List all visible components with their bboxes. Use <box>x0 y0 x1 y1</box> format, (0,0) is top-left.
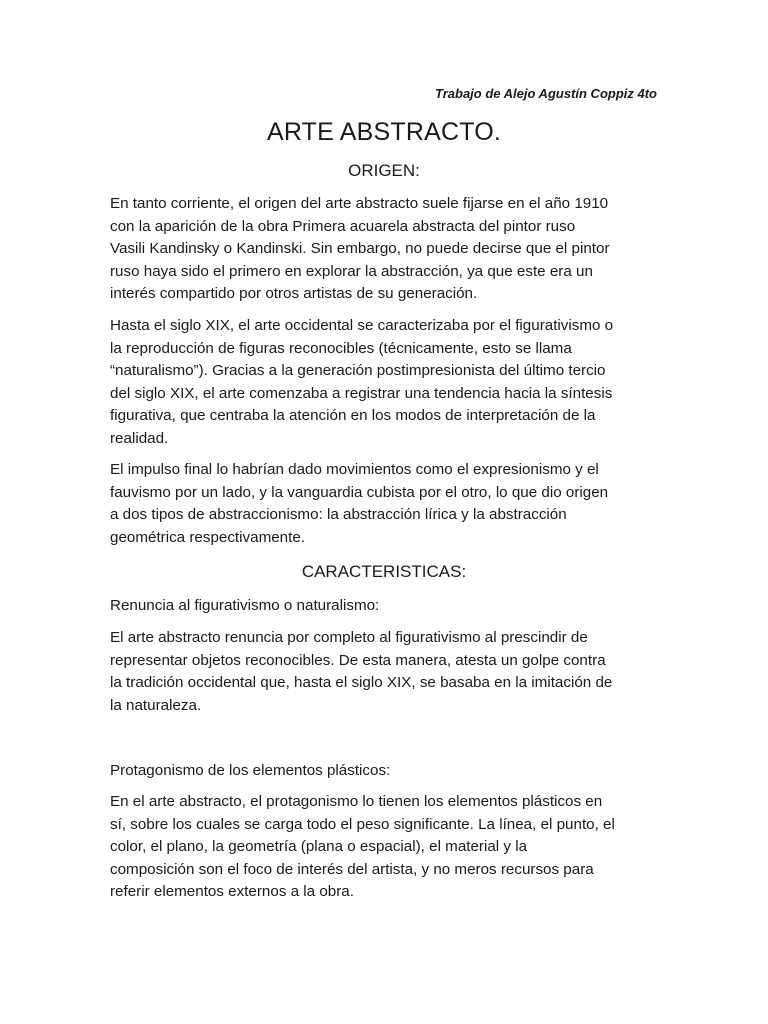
text-line: En el arte abstracto, el protagonismo lo tienen los elementos plásticos en <box>110 793 603 810</box>
paragraph-origen-1 <box>110 193 662 306</box>
text-line: a dos tipos de abstraccionismo: la abstracción lírica y la abstracción <box>110 506 567 524</box>
paragraph-origen-2 <box>110 315 662 451</box>
subheading-protagonismo <box>110 760 662 783</box>
text-line: la reproducción de figuras reconocibles (técnicamente, esto se llama <box>110 339 572 357</box>
text-line: “naturalismo”). Gracias a la generación postimpresionista del último tercio <box>110 362 606 380</box>
text-line: la naturaleza. <box>110 696 202 714</box>
author-line: Trabajo de Alejo Agustín Coppiz 4to <box>435 86 657 101</box>
text-line: representar objetos reconocibles. De esta manera, atesta un golpe contra <box>110 651 606 669</box>
subheading-renuncia <box>110 595 662 618</box>
text-line: En tanto corriente, el origen del arte abstracto suele fijarse en el año 1910 <box>110 195 609 212</box>
text-line: fauvismo por un lado, y la vanguardia cubista por el otro, lo que dio origen <box>110 483 609 501</box>
text-line: Hasta el siglo XIX, el arte occidental se caracterizaba por el figurativismo o <box>110 317 614 334</box>
text-line: Protagonismo de los elementos plásticos: <box>110 762 391 779</box>
text-line: El impulso final lo habrían dado movimientos como el expresionismo y el <box>110 461 599 478</box>
text-line: interés compartido por otros artistas de su generación. <box>110 285 478 303</box>
section-heading-origen: ORIGEN: <box>348 161 420 180</box>
text-line: geométrica respectivamente. <box>110 528 305 546</box>
text-line: sí, sobre los cuales se carga todo el peso significante. La línea, el punto, el <box>110 815 615 833</box>
text-line: Renuncia al figurativismo o naturalismo: <box>110 597 380 614</box>
text-line: figurativa, que centraba la atención en los modos de interpretación de la <box>110 407 596 425</box>
text-line: El arte abstracto renuncia por completo al figurativismo al prescindir de <box>110 629 588 646</box>
text-line: Vasili Kandinsky o Kandinski. Sin embargo, no puede decirse que el pintor <box>110 240 610 258</box>
text-line: ruso haya sido el primero en explorar la abstracción, ya que este era un <box>110 262 593 280</box>
section-heading-caracteristicas: CARACTERISTICAS: <box>301 562 467 581</box>
text-line: composición son el foco de interés del artista, y no meros recursos para <box>110 860 594 878</box>
paragraph-caracteristicas-2 <box>110 791 662 904</box>
text-line: con la aparición de la obra Primera acuarela abstracta del pintor ruso <box>110 217 576 235</box>
document-title: ARTE ABSTRACTO. <box>266 118 502 146</box>
text-line: del siglo XIX, el arte comenzaba a registrar una tendencia hacia la síntesis <box>110 384 613 402</box>
paragraph-caracteristicas-1 <box>110 627 662 717</box>
text-line: la tradición occidental que, hasta el siglo XIX, se basaba en la imitación de <box>110 674 613 692</box>
text-line: referir elementos externos a la obra. <box>110 883 354 901</box>
paragraph-origen-3 <box>110 459 662 549</box>
text-line: realidad. <box>110 429 169 447</box>
text-line: color, el plano, la geometría (plana o espacial), el material y la <box>110 838 528 856</box>
